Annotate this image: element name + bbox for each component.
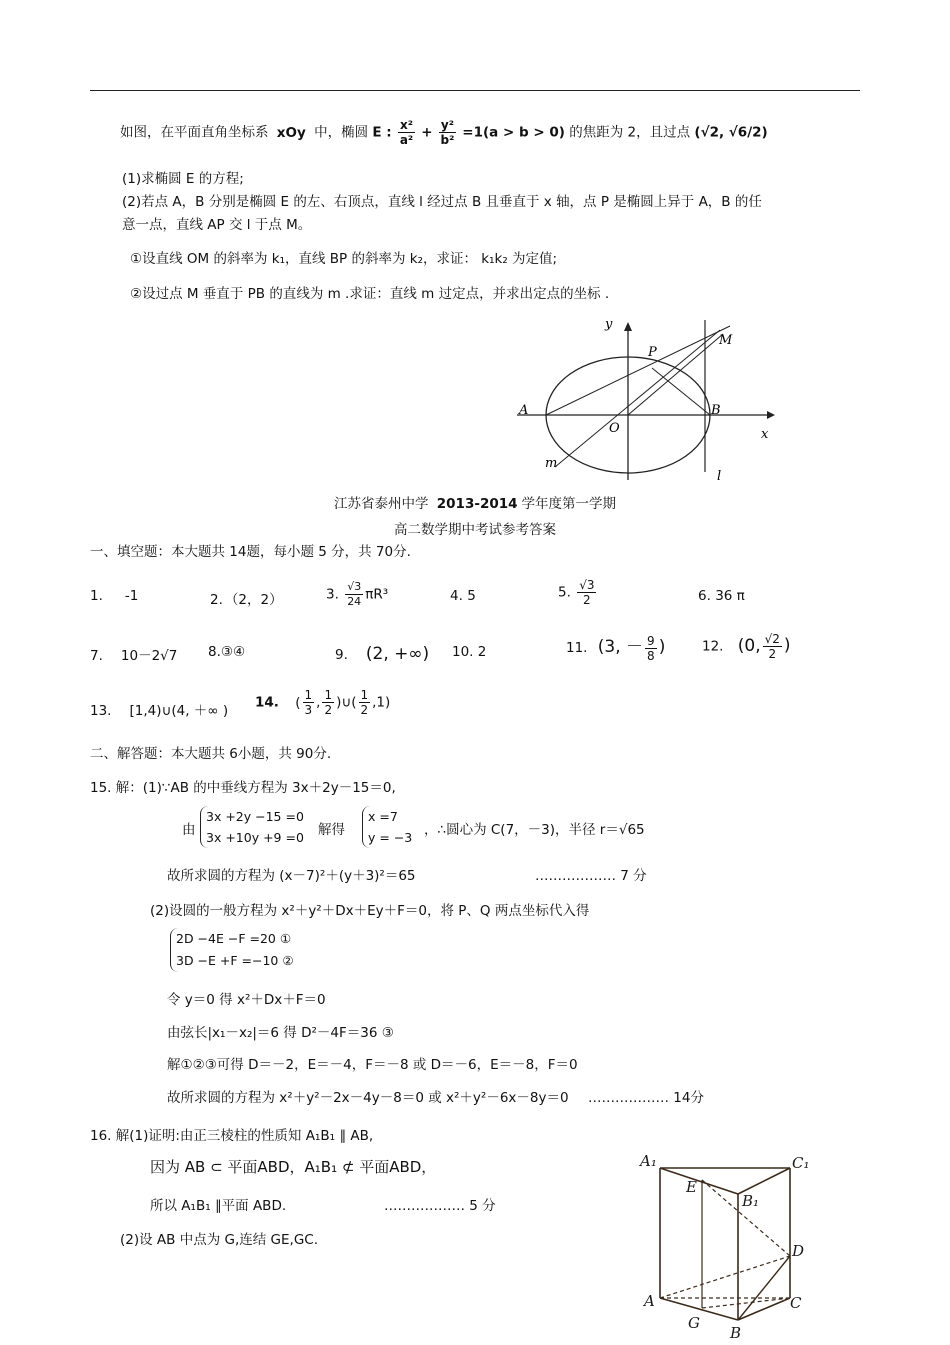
edge-C1B1 [738,1168,790,1194]
ellipse-figure [505,312,795,497]
answer-3: 3. $\frac{√3}{24}$ πR³ [326,580,389,608]
top-rule [90,90,860,91]
exam-title: 高二数学期中考试参考答案 [394,522,556,538]
label-y: y [605,317,613,332]
prism-figure [630,1148,830,1343]
answer-1: 1. -1 [90,588,139,604]
ellipse-label: E : [372,124,392,141]
edge-CB [738,1298,790,1320]
p15-result-1: 故所求圆的方程为 (x－7)²＋(y＋3)²＝65 [167,868,416,884]
question-1: (1)求椭圆 E 的方程; [122,171,244,187]
intro-text-c: 的焦距为 2，且过点 [569,124,691,141]
answer-6: 6. 36 π [698,588,745,604]
intro-text-b: 中，椭圆 [314,124,369,141]
label-A: A [644,1292,655,1310]
answer-9: 9. (2, +∞) [335,644,430,664]
line-PB [652,368,710,415]
label-x: x [761,427,769,442]
label-A1: A₁ [640,1152,657,1170]
fraction-y2-b2: $\frac{\text{y²}}{\text{b²}}$ [440,118,455,147]
sub-question-1: ①设直线 OM 的斜率为 k₁，直线 BP 的斜率为 k₂，求证： k₁k₂ 为定值; [130,251,558,267]
answer-12: 12. (0, $\frac{√2}{2}$ ) [702,632,791,661]
label-O: O [609,421,620,436]
answer-14: 14. ( $\frac{1}{3}$ , $\frac{1}{2}$ )∪( $\frac{1}{2}$ ,1) [255,688,391,717]
p15-from: 由 [182,822,196,838]
p15-score-2: ……………… 14分 [588,1090,704,1106]
answer-11: 11. (3, － $\frac{9}{8}$ ) [566,633,666,663]
answer-13: 13. [1,4)∪(4, ＋∞ ) [90,703,229,719]
answer-4: 4. 5 [450,588,476,604]
answer-7: 7. 10－2√7 [90,648,178,664]
p15-center: ，∴圆心为 C(7，－3)，半径 r＝√65 [424,822,645,838]
school-heading: 江苏省泰州中学 2013-2014 学年度第一学期 [333,496,617,512]
ellipse-rhs: =1(a > b > 0) [462,124,565,141]
edge-A1B1 [660,1168,738,1194]
label-A: A [519,403,529,418]
label-l: l [717,469,722,484]
p15-solution: x =7 y = −3 [362,806,412,848]
p15-let-y: 令 y＝0 得 x²＋Dx＋F＝0 [167,992,326,1008]
label-M: M [719,333,733,348]
p15-line-1: 15. 解：(1)∵AB 的中垂线方程为 3x＋2y－15＝0, [90,780,396,796]
question-2-line-1: (2)若点 A，B 分别是椭圆 E 的左、右顶点，直线 l 经过点 B 且垂直于 x 轴，点 P 是椭圆上异于 A，B 的任 [122,194,762,210]
answer-2: 2. （2，2） [210,592,283,608]
label-C1: C₁ [792,1154,810,1172]
intro-text-a: 如图，在平面直角坐标系 [120,124,269,141]
p16-line-4: (2)设 AB 中点为 G,连结 GE,GC. [120,1232,318,1248]
label-C: C [790,1294,802,1312]
label-P: P [648,345,657,360]
label-G: G [688,1314,700,1332]
answer-10: 10. 2 [452,644,487,660]
label-B: B [711,403,721,418]
p16-score: ……………… 5 分 [384,1198,496,1214]
answer-5: 5. $\frac{√3}{2}$ [558,578,595,607]
given-point: (√2, √6/2) [694,124,768,141]
segment-AD-hidden [660,1256,790,1298]
p15-chord: 由弦长|x₁－x₂|＝6 得 D²－4F＝36 ③ [167,1025,394,1041]
label-B1: B₁ [742,1192,760,1210]
line-AM [546,326,730,415]
coord-system: xOy [276,124,306,141]
p15-score-1: ……………… 7 分 [535,868,647,884]
segment-BD [738,1256,790,1320]
label-m: m [545,456,558,471]
section-1-title: 一、填空题：本大题共 14题，每小题 5 分，共 70分. [90,544,411,560]
question-2-line-2: 意一点，直线 AP 交 l 于点 M。 [122,217,312,233]
label-D: D [792,1242,805,1260]
p15-system-1: 3x +2y −15 =0 3x +10y +9 =0 [200,806,304,848]
section-2-title: 二、解答题：本大题共 6小题，共 90分. [90,746,332,762]
p16-line-1: 16. 解(1)证明:由正三棱柱的性质知 A₁B₁ ∥ AB, [90,1128,374,1144]
label-B-prism: B [730,1324,742,1342]
p15-part-2: (2)设圆的一般方程为 x²＋y²＋Dx＋Ey＋F＝0，将 P、Q 两点坐标代入得 [150,903,590,919]
p15-result-2: 故所求圆的方程为 x²＋y²－2x－4y－8＝0 或 x²＋y²－6x－8y＝0 [167,1090,569,1106]
p15-solve-2: 解①②③可得 D＝－2，E＝－4，F＝－8 或 D＝－6，E＝－8，F＝0 [167,1057,578,1073]
fraction-x2-a2: $\frac{\text{x²}}{\text{a²}}$ [399,118,414,147]
problem-intro: 如图，在平面直角坐标系 xOy 中，椭圆 E : $\frac{\text{x²}}{\text{a²}}$ + $\frac{\text{y²}}{\text{b²}}$ =1(a > b > 0) 的焦距为 2，且过点 (√2, √6/2) [120,118,768,147]
p15-system-2: 2D −4E −F =20 ① 3D −E +F =−10 ② [170,928,294,972]
label-E: E [686,1178,697,1196]
p16-line-2: 因为 AB ⊂ 平面ABD，A₁B₁ ⊄ 平面ABD， [150,1158,437,1176]
answer-8: 8.③④ [208,644,246,660]
p15-solve: 解得 [318,822,345,838]
sub-question-2: ②设过点 M 垂直于 PB 的直线为 m .求证：直线 m 过定点，并求出定点的坐标 . [130,286,610,302]
p16-line-3: 所以 A₁B₁ ∥平面 ABD. [150,1198,287,1214]
